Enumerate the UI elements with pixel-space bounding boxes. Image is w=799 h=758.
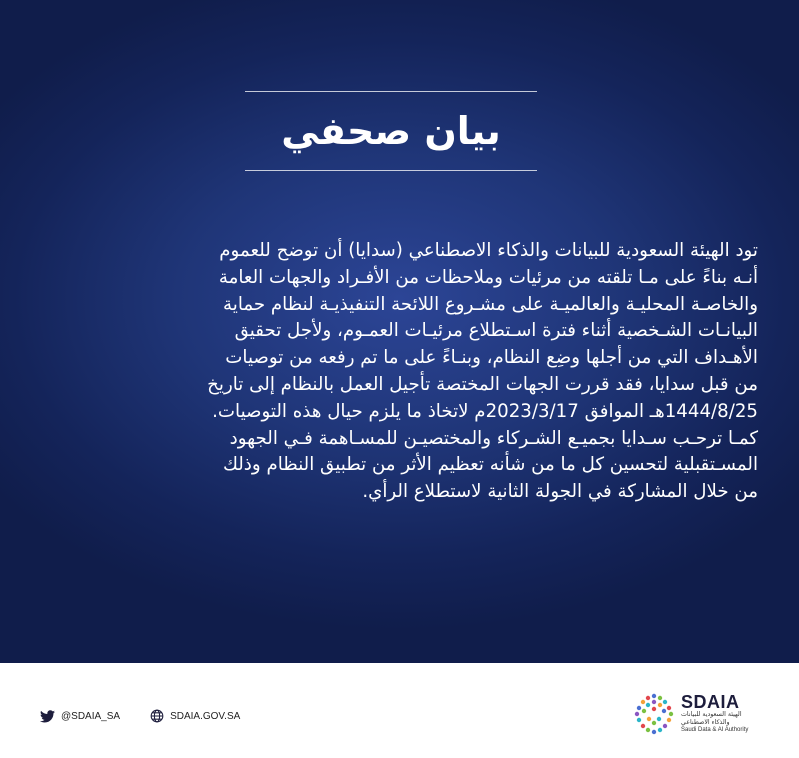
- statement-line: والخاصـة المحليـة والعالميـة على مشـروع اللائحة التنفيذيـة لنظام حماية: [223, 293, 758, 315]
- statement-line: الأهـداف التي من أجلها وضِع النظام، وبنـاءً على ما تم رفعه من توصيات: [225, 347, 758, 369]
- website-link[interactable]: [150, 709, 240, 723]
- title-top-divider: [245, 91, 537, 92]
- globe-icon: [150, 709, 164, 723]
- statement-line: من قبل سدايا، فقد قررت الجهات المختصة تأجيل العمل بالنظام إلى تاريخ: [207, 373, 758, 395]
- statement-line: البيانـات الشـخصية أثناء فترة اسـتطلاع مرئيـات العمـوم، ولأجل تحقيق: [234, 320, 758, 342]
- statement-line: كمـا ترحـب سـدايا بجميـع الشـركاء والمختصيـن للمسـاهمة فـي الجهود: [229, 427, 758, 449]
- website-url: SDAIA.GOV.SA: [170, 710, 241, 722]
- twitter-handle: @SDAIA_SA: [61, 710, 121, 722]
- page-title: بيان صحفي: [281, 109, 501, 153]
- logo-brand: SDAIA: [681, 692, 740, 712]
- logo-arabic-name: الهيئة السعودية للبيانات والذكاء الاصطناعي: [681, 711, 742, 726]
- statement-line: المسـتقبلية لتحسين كل ما من شأنه تعظيم الأثر من تطبيق النظام وذلك: [222, 454, 758, 476]
- statement-body: [40, 238, 758, 506]
- logo-english-name: Saudi Data & AI Authority: [681, 727, 749, 733]
- twitter-icon: [40, 710, 55, 723]
- statement-line: 1444/8/25هـ الموافق 2023/3/17م لاتخاذ ما يلزم حيال هذه التوصيات.: [212, 400, 758, 422]
- sdaia-logo-mark: [632, 692, 676, 736]
- statement-line: تود الهيئة السعودية للبيانات والذكاء الاصطناعي (سدايا) أن توضح للعموم: [219, 240, 758, 261]
- social-links: [40, 707, 240, 725]
- statement-line: أنـه بناءً على مـا تلقته من مرئيات وملاحظات من الأفـراد والجهات العامة: [218, 266, 758, 288]
- sdaia-logo: [632, 690, 762, 740]
- title-bottom-divider: [245, 170, 537, 171]
- statement-line: من خلال المشاركة في الجولة الثانية لاستطلاع الرأي.: [362, 481, 758, 503]
- twitter-link[interactable]: [40, 710, 120, 723]
